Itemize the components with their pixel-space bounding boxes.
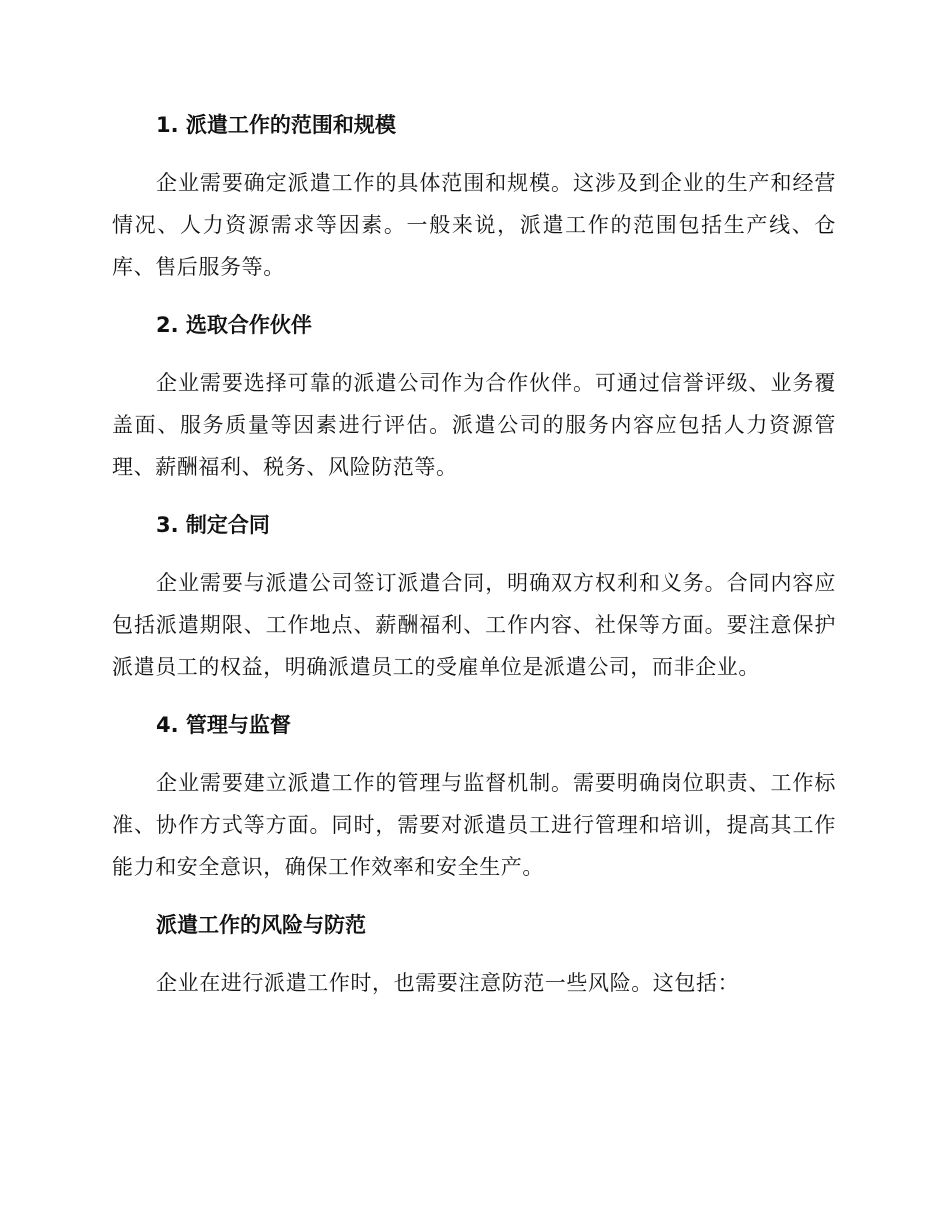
section-heading: 1. 派遣工作的范围和规模 [156, 113, 396, 137]
section-risk [112, 908, 836, 1004]
section-heading: 2. 选取合作伙伴 [156, 313, 312, 337]
section-scope [112, 108, 836, 288]
section-heading: 4. 管理与监督 [156, 713, 291, 737]
section-heading: 派遣工作的风险与防范 [156, 913, 366, 937]
section-paragraph: 企业需要与派遣公司签订派遣合同，明确双方权利和义务。合同内容应包括派遣期限、工作地点、薪酬福利、工作内容、社保等方面。要注意保护派遣员工的权益，明确派遣员工的受雇单位是派遣公司，而非企业。 [112, 571, 836, 679]
section-management [112, 708, 836, 888]
section-paragraph: 企业在进行派遣工作时，也需要注意防范一些风险。这包括： [156, 971, 740, 995]
section-contract [112, 508, 836, 688]
section-paragraph: 企业需要建立派遣工作的管理与监督机制。需要明确岗位职责、工作标准、协作方式等方面。同时，需要对派遣员工进行管理和培训，提高其工作能力和安全意识，确保工作效率和安全生产。 [112, 771, 836, 879]
section-partner [112, 308, 836, 488]
section-heading: 3. 制定合同 [156, 513, 270, 537]
section-paragraph: 企业需要确定派遣工作的具体范围和规模。这涉及到企业的生产和经营情况、人力资源需求等因素。一般来说，派遣工作的范围包括生产线、仓库、售后服务等。 [112, 171, 836, 279]
section-paragraph: 企业需要选择可靠的派遣公司作为合作伙伴。可通过信誉评级、业务覆盖面、服务质量等因素进行评估。派遣公司的服务内容应包括人力资源管理、薪酬福利、税务、风险防范等。 [112, 371, 836, 479]
document-body [112, 108, 836, 1024]
